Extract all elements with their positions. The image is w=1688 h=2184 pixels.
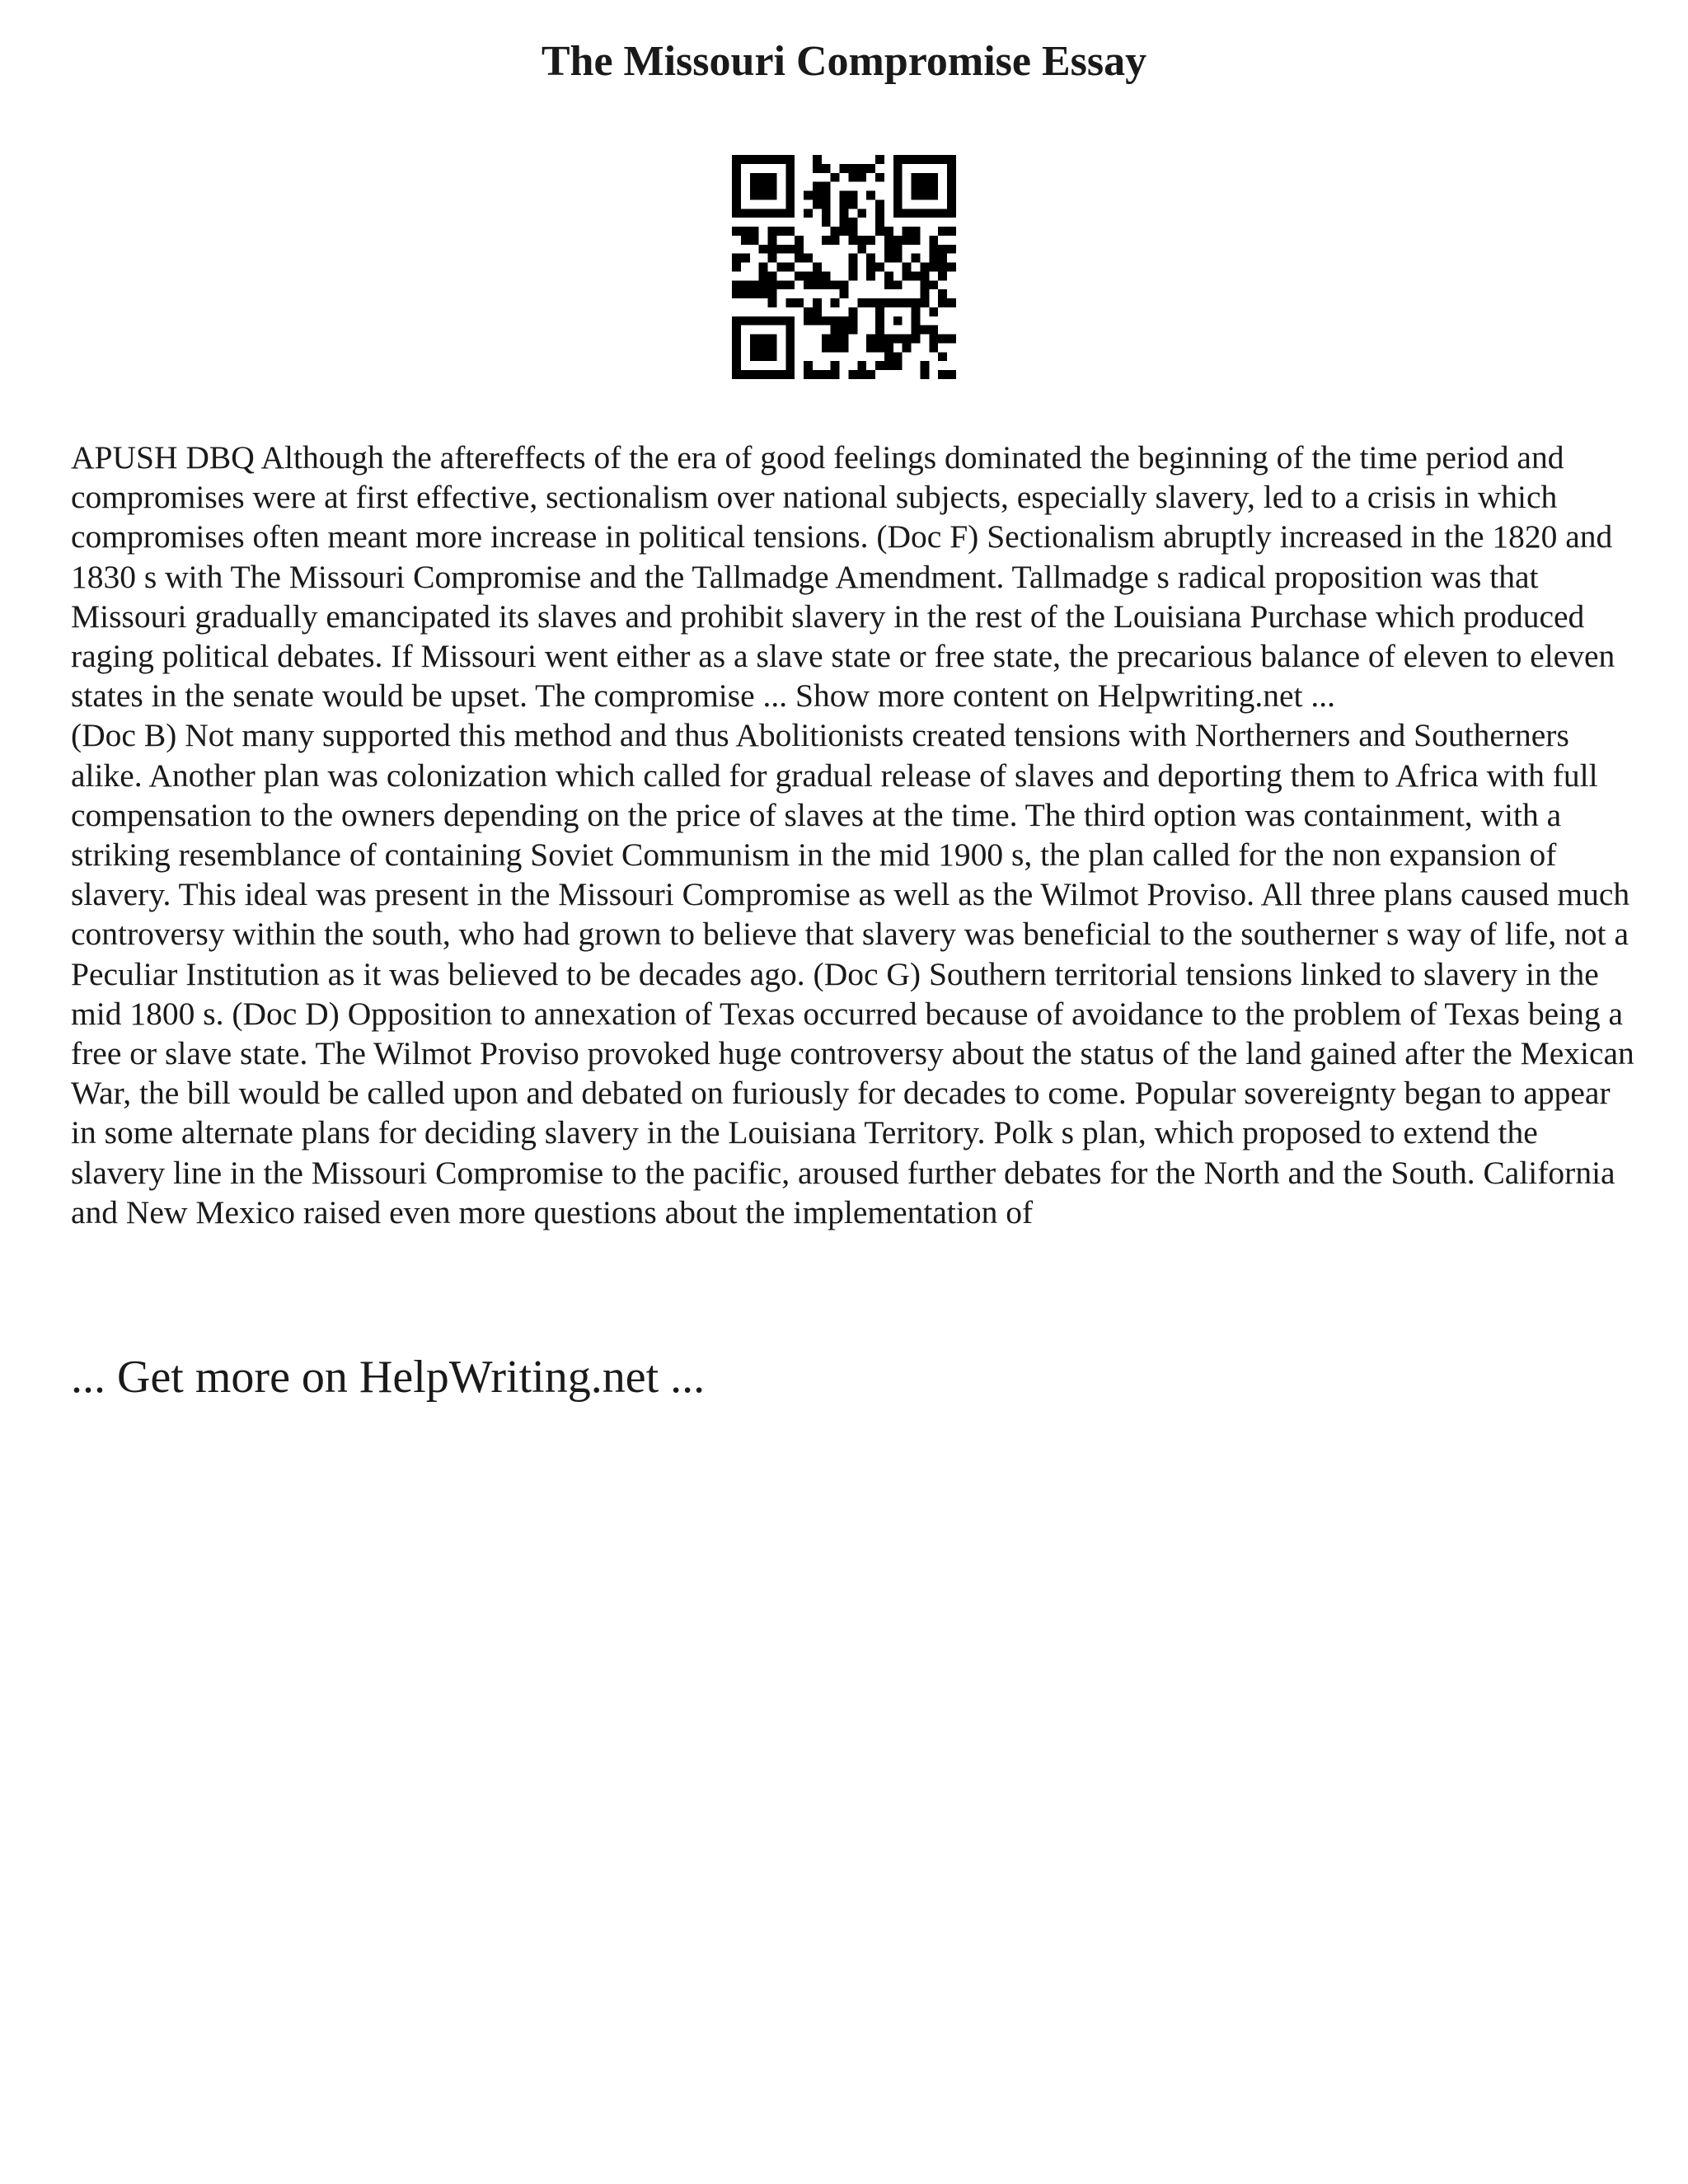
essay-body: [71, 438, 1637, 1232]
essay-paragraph: APUSH DBQ Although the aftereffects of the era of good feelings dominated the beginning of the time period and compromises were at first effective, sectionalism over national subjects, especially slavery, led to a crisis in which compromises often meant more increase in political tensions. (Doc F) Sectionalism abruptly increased in the 1820 and 1830 s with The Missouri Compromise and the Tallmadge Amendment. Tallmadge s radical proposition was that Missouri gradually emancipated its slaves and prohibit slavery in the rest of the Louisiana Purchase which produced raging political debates. If Missouri went either as a slave state or free state, the precarious balance of eleven to eleven states in the senate would be upset. The compromise ... Show more content on Helpwriting.net ...: [71, 439, 1615, 715]
essay-paragraph: (Doc B) Not many supported this method and thus Abolitionists created tensions with Northerners and Southerners alike. Another plan was colonization which called for gradual release of slaves and deporting them to Africa with full compensation to the owners depending on the price of slaves at the time. The third option was containment, with a striking resemblance of containing Soviet Communism in the mid 1900 s, the plan called for the non expansion of slavery. This ideal was present in the Missouri Compromise as well as the Wilmot Proviso. All three plans caused much controversy within the south, who had grown to believe that slavery was beneficial to the southerner s way of life, not a Peculiar Institution as it was believed to be decades ago. (Doc G) Southern territorial tensions linked to slavery in the mid 1800 s. (Doc D) Opposition to annexation of Texas occurred because of avoidance to the problem of Texas being a free or slave state. The Wilmot Proviso provoked huge controversy about the status of the land gained after the Mexican War, the bill would be called upon and debated on furiously for decades to come. Popular sovereignty began to appear in some alternate plans for deciding slavery in the Louisiana Territory. Polk s plan, which proposed to extend the slavery line in the Missouri Compromise to the pacific, aroused further debates for the North and the South. California and New Mexico raised even more questions about the implementation of: [71, 717, 1634, 1230]
get-more-link[interactable]: ... Get more on HelpWriting.net ...: [71, 1352, 706, 1403]
qr-code-icon: [732, 155, 956, 379]
page-title: The Missouri Compromise Essay: [541, 38, 1147, 85]
